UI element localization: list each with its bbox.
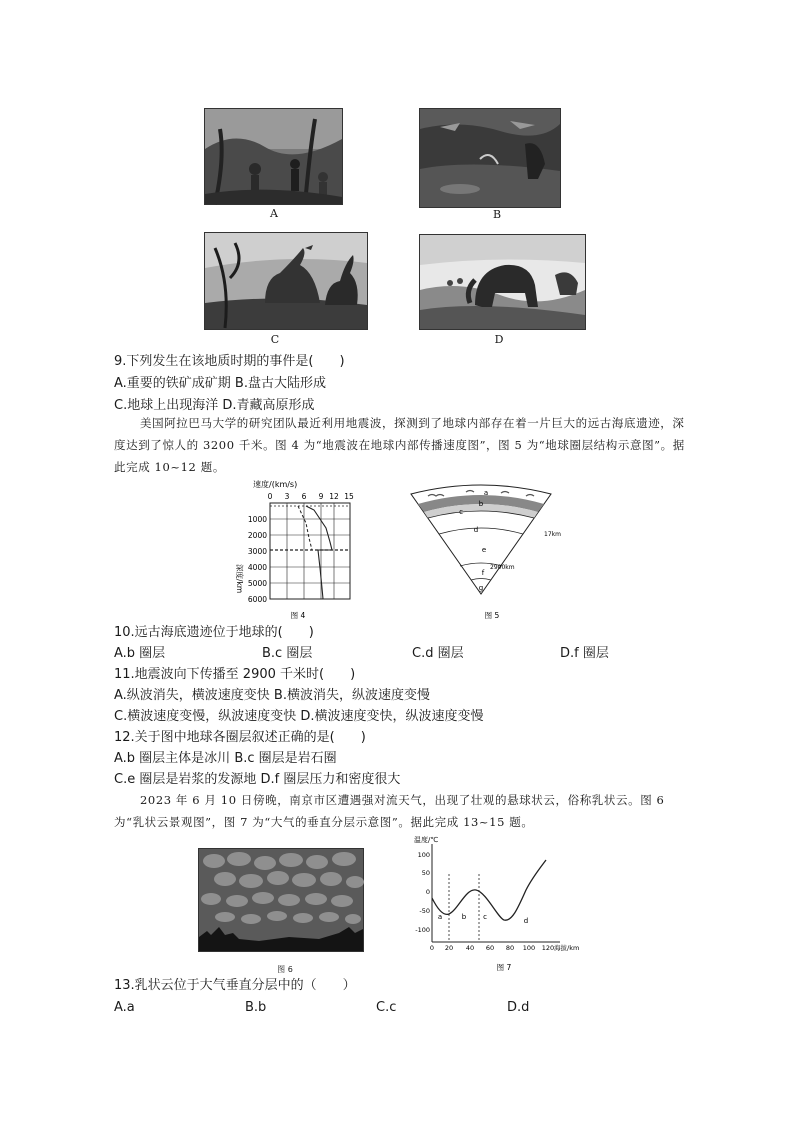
fig4-x-tick: 9: [318, 492, 324, 501]
fig7-y-tick: 0: [425, 888, 430, 896]
fig7-y-tick: 100: [417, 851, 430, 859]
fig5-label-g: g: [478, 584, 484, 592]
fig4-y-title: 深度/km: [235, 564, 244, 594]
question-10-option-c: C.d 圈层: [412, 646, 464, 661]
fig6-caption: 图 6: [277, 965, 293, 974]
fig5-label-c: c: [459, 508, 463, 516]
question-11-options-2: C.横波速度变慢，纵波速度变快 D.横波速度变快，纵波速度变慢: [114, 709, 484, 724]
question-13-stem: 13.乳状云位于大气垂直分层中的（ ）: [114, 978, 356, 993]
passage-earth-structure: 美国阿拉巴马大学的研究团队最近利用地震波，探测到了地球内部存在着一片巨大的远古海底遗迹，深度达到了惊人的 3200 千米。图 4 为“地震波在地球内部传播速度图”，图 5 为“地球圈层结构示意图”。据此完成 10~12 题。: [114, 416, 685, 474]
question-12-options-1: A.b 圈层主体是冰川 B.c 圈层是岩石圈: [114, 751, 337, 766]
question-11-stem: 11.地震波向下传播至 2900 千米时( ): [114, 667, 356, 682]
figure-6-mammatus-cloud-photo: [198, 848, 364, 952]
fig5-depth-17km: 17km: [544, 531, 561, 538]
question-10-option-d: D.f 圈层: [560, 646, 609, 661]
fig5-label-b: b: [478, 500, 484, 508]
image-c: [204, 232, 368, 330]
fig4-y-tick: 2000: [247, 531, 267, 540]
image-c-caption: C: [270, 333, 280, 346]
fig4-x-tick: 3: [284, 492, 290, 501]
fig5-label-a: a: [483, 489, 489, 497]
fig7-layer-b: b: [461, 913, 467, 921]
figure-5-earth-layers: [406, 484, 561, 624]
question-13-option-a: A.a: [114, 1000, 135, 1015]
fig4-x-tick: 0: [267, 492, 273, 501]
fig7-x-tick: 40: [465, 944, 475, 952]
fig4-caption: 图 4: [290, 611, 306, 620]
image-b-caption: B: [492, 208, 502, 221]
passage-mammatus-clouds: 2023 年 6 月 10 日傍晚，南京市区遭遇强对流天气，出现了壮观的悬球状云，俗称乳状云。图 6 为“乳状云景观图”，图 7 为“大气的垂直分层示意图”。据此完成 13~15 题。: [114, 793, 665, 829]
question-12-options-2: C.e 圈层是岩浆的发源地 D.f 圈层压力和密度很大: [114, 772, 401, 787]
question-13-option-b: B.b: [245, 1000, 267, 1015]
fig7-layer-c: c: [483, 913, 487, 921]
fig4-y-tick: 4000: [247, 563, 267, 572]
fig4-x-tick: 15: [344, 492, 354, 501]
fig5-depth-2900km: 2900km: [490, 564, 515, 571]
question-10-option-a: A.b 圈层: [114, 646, 166, 661]
fig7-layer-a: a: [437, 913, 443, 921]
question-9-options-1: A.重要的铁矿成矿期 B.盘古大陆形成: [114, 376, 326, 391]
question-13-option-c: C.c: [376, 1000, 397, 1015]
fig4-y-tick: 3000: [247, 547, 267, 556]
image-d-caption: D: [494, 333, 504, 346]
fig7-x-tick: 0: [429, 944, 435, 952]
question-9-stem: 9.下列发生在该地质时期的事件是( ): [114, 354, 345, 369]
fig7-x-tick: 60: [485, 944, 495, 952]
fig5-label-e: e: [481, 546, 487, 554]
fig7-y-title: 温度/℃: [414, 836, 439, 844]
question-13-option-d: D.d: [507, 1000, 530, 1015]
fig4-y-tick: 6000: [247, 595, 267, 604]
question-10-stem: 10.远古海底遗迹位于地球的( ): [114, 625, 314, 640]
figure-4-seismic-chart: [228, 478, 358, 623]
fig4-x-tick: 6: [301, 492, 307, 501]
fig4-y-tick: 5000: [247, 579, 267, 588]
question-12-stem: 12.关于图中地球各圈层叙述正确的是( ): [114, 730, 366, 745]
fig7-x-tick: 20: [444, 944, 454, 952]
question-9-options-2: C.地球上出现海洋 D.青藏高原形成: [114, 398, 315, 413]
fig7-x-title: 海拔/km: [554, 944, 580, 952]
question-10-option-b: B.c 圈层: [262, 646, 313, 661]
figure-7-atmosphere-chart: [408, 830, 588, 976]
fig5-label-d: d: [473, 526, 479, 534]
fig5-caption: 图 5: [484, 611, 500, 620]
fig7-x-tick: 120: [541, 944, 555, 952]
fig5-label-f: f: [481, 569, 485, 577]
fig4-x-tick: 12: [329, 492, 339, 501]
fig7-caption: 图 7: [496, 963, 512, 972]
image-a-caption: A: [270, 207, 278, 220]
fig7-y-tick: -100: [415, 926, 430, 934]
question-11-options-1: A.纵波消失，横波速度变快 B.横波消失，纵波速度变慢: [114, 688, 430, 703]
image-b: [419, 108, 561, 208]
fig7-layer-d: d: [523, 917, 529, 925]
image-a: [204, 108, 343, 205]
fig7-y-tick: -50: [419, 907, 430, 915]
fig7-y-tick: 50: [421, 869, 430, 877]
fig7-x-tick: 100: [522, 944, 536, 952]
fig7-x-tick: 80: [505, 944, 515, 952]
image-d: [419, 234, 586, 330]
fig4-x-title: 速度/(km/s): [253, 480, 298, 489]
fig4-y-tick: 1000: [247, 515, 267, 524]
